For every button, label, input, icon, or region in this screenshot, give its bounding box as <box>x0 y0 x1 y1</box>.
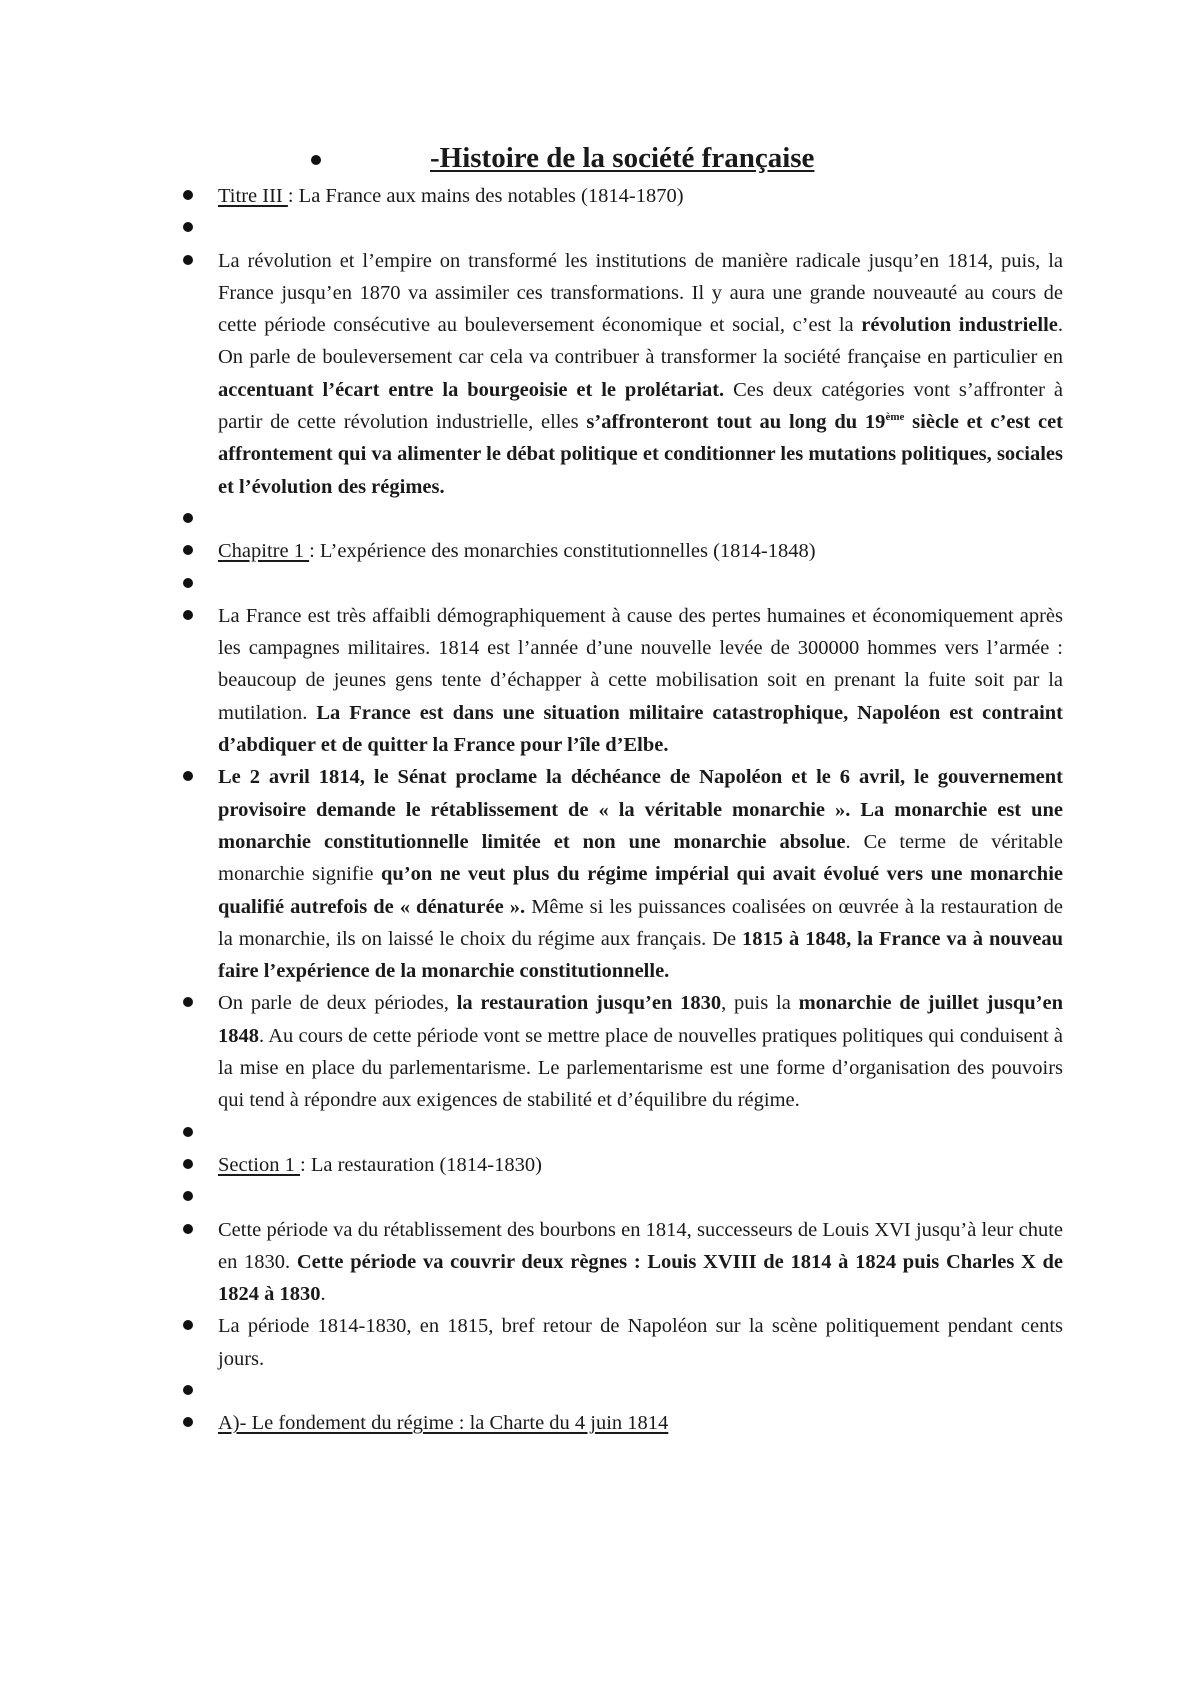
bullet-icon <box>183 545 193 555</box>
bullet-icon <box>183 1191 193 1201</box>
list-item-paragraph-2 <box>0 600 1200 761</box>
list-item-section-a <box>0 1407 1200 1439</box>
content-list <box>0 180 1200 1440</box>
bullet-icon <box>183 1320 193 1330</box>
list-item-empty <box>0 503 1200 535</box>
text-run: Ces deux catégories vont s’affronter à partir de cette révolution industrielle, elles <box>218 378 1063 434</box>
text-run: La période 1814-1830, en 1815, bref retour de Napoléon sur la scène politiquement pendant cents jours. <box>218 1315 1063 1370</box>
bold-run: La France est dans une situation militaire catastrophique, Napoléon est contraint d’abdiquer et de quitter la France pour l’île d’Elbe. <box>218 701 1063 757</box>
bold-run: 1815 à 1848, la France va à nouveau faire l’expérience de la monarchie constitutionnelle. <box>218 927 1063 983</box>
bullet-icon <box>183 610 193 620</box>
bullet-icon <box>183 1417 193 1427</box>
text-run: , puis la <box>721 992 799 1015</box>
list-item-empty <box>0 1375 1200 1407</box>
bullet-icon <box>183 997 193 1007</box>
bullet-icon <box>311 155 321 165</box>
titre-text: : La France aux mains des notables (1814-1870) <box>287 185 684 207</box>
bullet-icon <box>183 255 193 265</box>
bullet-icon <box>183 771 193 781</box>
text-run: Même si les puissances coalisées on œuvrée à la restauration de la monarchie, ils on laissé le choix du régime aux français. De <box>218 895 1063 950</box>
bullet-icon <box>183 578 193 588</box>
bullet-icon <box>183 1224 193 1234</box>
bold-run: monarchie de juillet jusqu’en 1848 <box>218 992 1063 1047</box>
bullet-icon <box>183 1127 193 1137</box>
bullet-icon <box>183 1159 193 1169</box>
chapitre-label: Chapitre 1 <box>218 540 310 563</box>
text-run: . <box>320 1283 326 1306</box>
titre-label: Titre III <box>218 185 288 207</box>
text-run: . Au cours de cette période vont se mettre place de nouvelles pratiques politiques qui conduisent à la mise en place du parlementarisme. Le parlementarisme est une forme d’organisation des pouvoirs qui tend à répondre aux exigences de stabilité et d’équilibre du régime. <box>218 1024 1063 1112</box>
bold-run: qu’on ne veut plus du régime impérial qui avait évolué vers une monarchie qualifié autrefois de « dénaturée ». <box>218 863 1063 918</box>
text-run: La France est très affaibli démographiquement à cause des pertes humaines et économiquement après les campagnes militaires. 1814 est l’année d’une nouvelle levée de 300000 hommes vers l’armée : beaucoup de jeunes gens tente d’échapper à cette mobilisation soit en prenant la fuite soit par la mutilation. <box>218 604 1063 724</box>
list-item-paragraph-6 <box>0 1310 1200 1375</box>
list-item-empty <box>0 1181 1200 1213</box>
title-row <box>0 142 1200 182</box>
bold-run: la restauration jusqu’en 1830 <box>456 992 722 1015</box>
bullet-icon <box>183 222 193 232</box>
list-item-empty <box>0 1117 1200 1149</box>
list-item-empty <box>0 568 1200 600</box>
list-item-empty <box>0 212 1200 244</box>
bold-run: Cette période va couvrir deux règnes : Louis XVIII de 1814 à 1824 puis Charles X de 1824 à 1830 <box>218 1250 1063 1306</box>
chapitre-text: : L’expérience des monarchies constitutionnelles (1814-1848) <box>309 540 816 563</box>
section-label: Section 1 <box>218 1153 300 1176</box>
list-item-section-1 <box>0 1149 1200 1181</box>
bullet-icon <box>183 1385 193 1395</box>
text-run: . On parle de bouleversement car cela va contribuer à transformer la société française en particulier en <box>218 314 1063 369</box>
list-item-chapitre <box>0 535 1200 567</box>
document-title: -Histoire de la société française <box>430 142 815 174</box>
text-run: On parle de deux périodes, <box>218 992 457 1015</box>
bold-run: Le 2 avril 1814, le Sénat proclame la déchéance de Napoléon et le 6 avril, le gouvernement provisoire demande le rétablissement de « la véritable monarchie ». La monarchie est une monarchie constitutionnelle limitée et non une monarchie absolue <box>218 766 1063 853</box>
bullet-icon <box>183 513 193 523</box>
bullet-icon <box>183 190 193 200</box>
list-item-titre <box>0 180 1200 212</box>
text-run: . Ce terme de véritable monarchie signifie <box>218 830 1063 886</box>
bold-run: siècle et c’est cet affrontement qui va alimenter le débat politique et conditionner les mutations politiques, sociales et l’évolution des régimes. <box>218 411 1063 498</box>
section-text: : La restauration (1814-1830) <box>300 1153 542 1176</box>
list-item-paragraph-3 <box>0 761 1200 987</box>
section-a-heading: A)- Le fondement du régime : la Charte du 4 juin 1814 <box>218 1412 669 1435</box>
list-item-paragraph-4 <box>0 987 1200 1116</box>
text-run: Cette période va du rétablissement des bourbons en 1814, successeurs de Louis XVI jusqu’à leur chute en 1830. <box>218 1218 1063 1273</box>
text-run: La révolution et l’empire on transformé les institutions de manière radicale jusqu’en 1814, puis, la France jusqu’en 1870 va assimiler ces transformations. Il y aura une grande nouveauté au cours de cette période consécutive au bouleversement économique et social, c’est la <box>218 249 1063 337</box>
superscript: ème <box>885 411 905 424</box>
list-item-paragraph-1 <box>0 245 1200 503</box>
bold-run: accentuant l’écart entre la bourgeoisie et le prolétariat. <box>218 378 725 401</box>
bold-run: s’affronteront tout au long du 19 <box>586 411 886 434</box>
list-item-paragraph-5 <box>0 1214 1200 1311</box>
bold-run: révolution industrielle <box>861 314 1058 337</box>
